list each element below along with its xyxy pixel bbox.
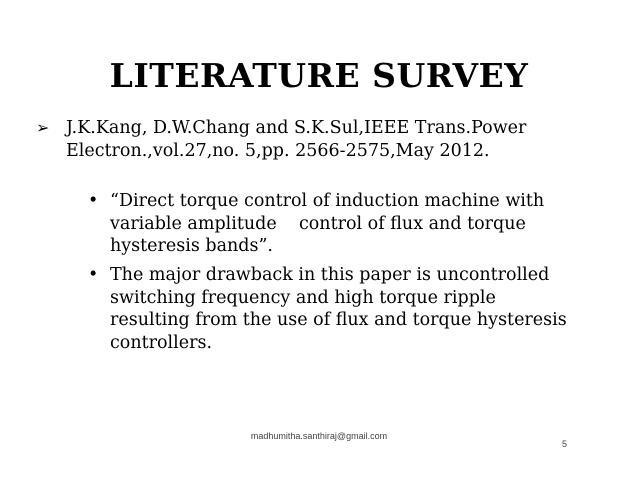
reference-bullet [36, 117, 596, 162]
dot-bullet-icon: • [88, 265, 99, 285]
footer-email: madhumitha.santhiraj@gmail.com [250, 431, 388, 441]
slide-title: LITERATURE SURVEY [109, 56, 529, 95]
reference-text: J.K.Kang, D.W.Chang and S.K.Sul,IEEE Trans.Power Electron.,vol.27,no. 5,pp. 2566-2575,May 2012. [66, 118, 527, 161]
arrow-bullet-icon: ➢ [36, 118, 50, 137]
sub-bullet-text: The major drawback in this paper is uncontrolled switching frequency and high torque ripple resulting from the use of flux and torque hysteresis controllers. [110, 265, 567, 353]
sub-bullet-2 [88, 264, 568, 354]
dot-bullet-icon: • [88, 191, 99, 211]
page-number: 5 [562, 439, 568, 449]
sub-bullet-1 [88, 190, 568, 258]
list-item [88, 190, 568, 258]
sub-bullet-text: “Direct torque control of induction machine with variable amplitude control of flux and torque hysteresis bands”. [110, 191, 550, 256]
list-item [88, 264, 568, 354]
